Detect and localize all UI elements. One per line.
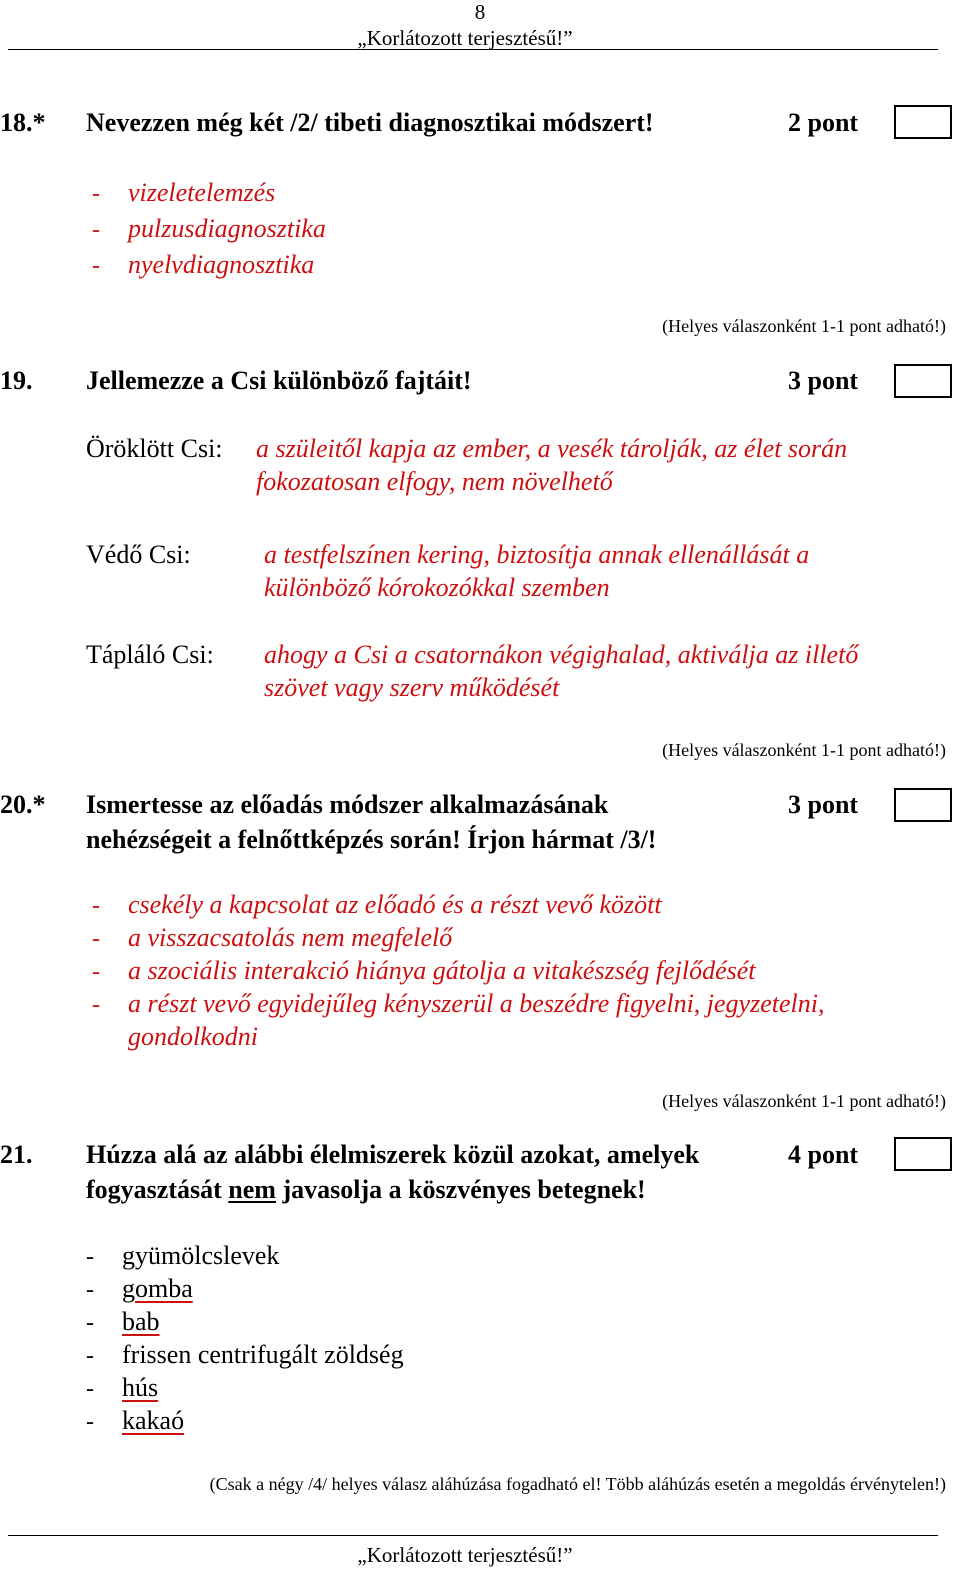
q20-text-line1: Ismertesse az előadás módszer alkalmazásának xyxy=(86,790,609,819)
q20-score-box[interactable] xyxy=(894,788,952,822)
running-title-header: „Korlátozott terjesztésű!” xyxy=(357,26,573,50)
q21-text-line1: Húzza alá az alábbi élelmiszerek közül azokat, amelyek xyxy=(86,1140,700,1169)
q18-text: Nevezzen még két /2/ tibeti diagnosztikai módszert! xyxy=(86,108,654,137)
list-dash: - xyxy=(92,959,100,985)
q19-points: 3 pont xyxy=(788,366,859,395)
list-dash: - xyxy=(92,217,100,243)
q21-item-3-underlined: bab xyxy=(122,1307,160,1336)
q21-item-1: gyümölcslevek xyxy=(122,1241,280,1270)
q19-label-2: Védő Csi: xyxy=(86,540,191,569)
q21-text-after: javasolja a köszvényes betegnek! xyxy=(282,1175,646,1204)
q20-text-line2: nehézségeit a felnőttképzés során! Írjon hármat /3/! xyxy=(86,825,657,854)
q21-number: 21. xyxy=(0,1140,33,1169)
footer-rule xyxy=(8,1535,938,1536)
list-dash: - xyxy=(92,992,100,1018)
header-rule xyxy=(8,49,938,50)
q18-answer-3: nyelvdiagnosztika xyxy=(128,250,315,279)
q19-text: Jellemezze a Csi különböző fajtáit! xyxy=(86,366,472,395)
list-dash: - xyxy=(86,1343,94,1369)
q20-answer-4: a részt vevő egyidejűleg kényszerül a beszédre figyelni, jegyzetelni, xyxy=(128,989,825,1018)
q20-scoring-note: (Helyes válaszonként 1-1 pont adható!) xyxy=(662,1091,946,1111)
q19-scoring-note: (Helyes válaszonként 1-1 pont adható!) xyxy=(662,740,946,760)
q21-item-2-underlined: gomba xyxy=(122,1274,193,1303)
list-dash: - xyxy=(92,893,100,919)
q18-number: 18.* xyxy=(0,108,46,137)
q19-answer-2-line2: különböző kórokozókkal szemben xyxy=(264,573,610,602)
page-number: 8 xyxy=(474,0,486,24)
q19-answer-1-line2: fokozatosan elfogy, nem növelhető xyxy=(256,467,613,496)
q21-text-line2 xyxy=(86,1175,646,1205)
q19-answer-3-line2: szövet vagy szerv működését xyxy=(264,673,560,702)
list-dash: - xyxy=(86,1310,94,1336)
q20-number: 20.* xyxy=(0,790,46,819)
list-dash: - xyxy=(92,926,100,952)
q21-text-before: fogyasztását xyxy=(86,1175,222,1204)
q18-score-box[interactable] xyxy=(894,105,952,139)
q21-item-6-underlined: kakaó xyxy=(122,1406,185,1435)
q20-answer-4-continuation: gondolkodni xyxy=(128,1022,258,1051)
q18-answer-1: vizeletelemzés xyxy=(128,178,276,207)
q21-item-5-underlined: hús xyxy=(122,1373,159,1402)
q18-scoring-note: (Helyes válaszonként 1-1 pont adható!) xyxy=(662,316,946,336)
list-dash: - xyxy=(86,1244,94,1270)
q19-answer-2-line1: a testfelszínen kering, biztosítja annak ellenállását a xyxy=(264,540,810,569)
q19-score-box[interactable] xyxy=(894,364,952,398)
q21-scoring-note: (Csak a négy /4/ helyes válasz aláhúzása fogadható el! Több aláhúzás esetén a megoldás érvénytelen!) xyxy=(209,1474,946,1494)
q21-score-box[interactable] xyxy=(894,1137,952,1171)
running-title-footer: „Korlátozott terjesztésű!” xyxy=(357,1543,573,1567)
q20-answer-2: a visszacsatolás nem megfelelő xyxy=(128,923,453,952)
q21-points: 4 pont xyxy=(788,1140,859,1169)
list-dash: - xyxy=(86,1376,94,1402)
q19-label-1: Öröklött Csi: xyxy=(86,434,223,463)
q21-text-emphasis: nem xyxy=(228,1175,276,1204)
q19-answer-1-line1: a szüleitől kapja az ember, a vesék tárolják, az élet során xyxy=(256,434,848,463)
q18-answer-2: pulzusdiagnosztika xyxy=(128,214,326,243)
list-dash: - xyxy=(92,253,100,279)
q19-label-3: Tápláló Csi: xyxy=(86,640,214,669)
q19-number: 19. xyxy=(0,366,33,395)
q20-points: 3 pont xyxy=(788,790,859,819)
list-dash: - xyxy=(86,1409,94,1435)
q19-answer-3-line1: ahogy a Csi a csatornákon végighalad, aktiválja az illető xyxy=(264,640,859,669)
list-dash: - xyxy=(92,181,100,207)
q20-answer-3: a szociális interakció hiánya gátolja a vitakészség fejlődését xyxy=(128,956,756,985)
q20-answer-1: csekély a kapcsolat az előadó és a részt vevő között xyxy=(128,890,662,919)
q21-item-4: frissen centrifugált zöldség xyxy=(122,1340,404,1369)
list-dash: - xyxy=(86,1277,94,1303)
q18-points: 2 pont xyxy=(788,108,859,137)
